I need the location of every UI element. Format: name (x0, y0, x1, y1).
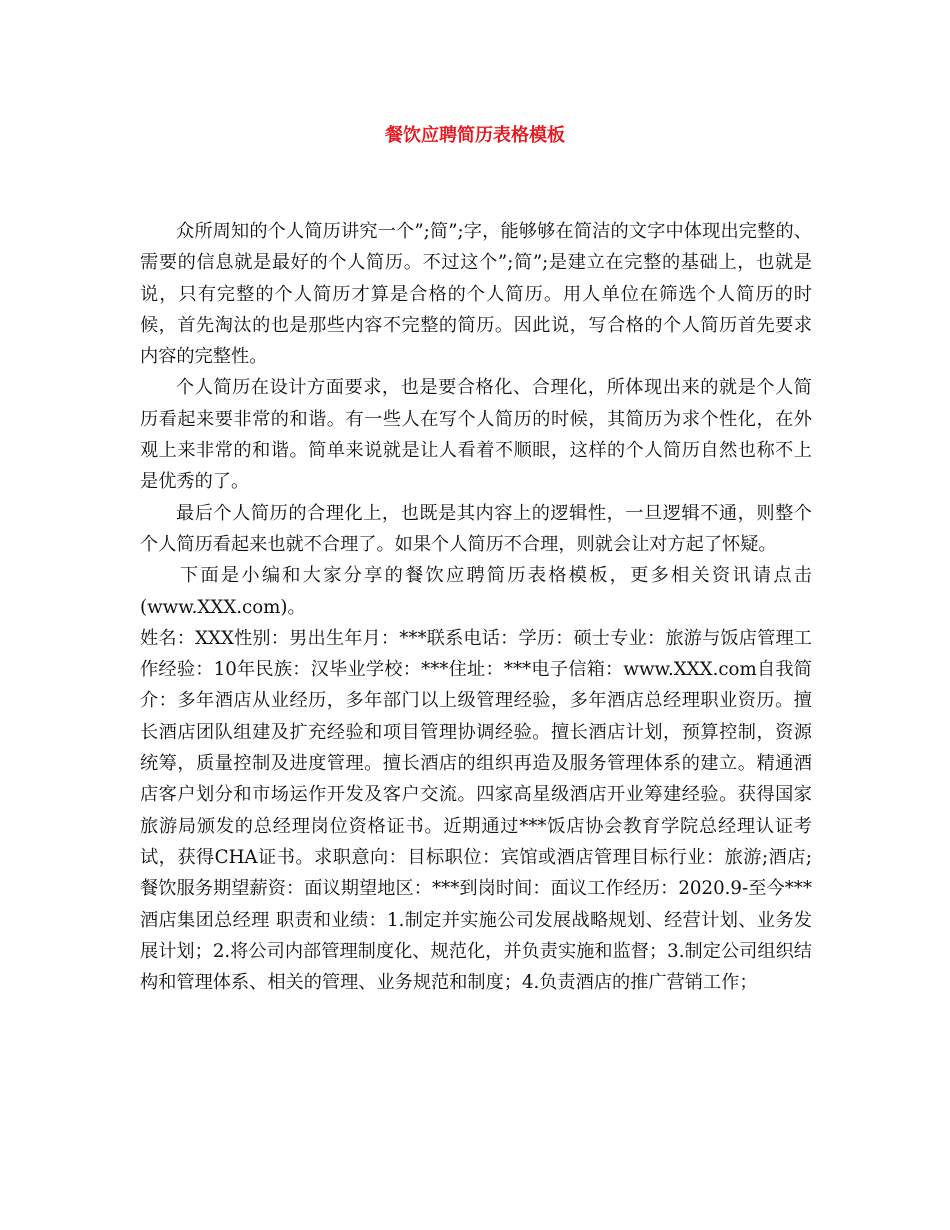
paragraph-design: 个人简历在设计方面要求，也是要合格化、合理化，所体现出来的就是个人简历看起来要非常的和谐。有一些人在写个人简历的时候，其简历为求个性化，在外观上来非常的和谐。简单来说就是让人看着不顺眼，这样的个人简历自然也称不上是优秀的了。 (140, 377, 812, 493)
paragraph-resume: 姓名：XXX性别：男出生年月：***联系电话：学历：硕士专业：旅游与饭店管理工作经验：10年民族：汉毕业学校：***住址：***电子信箱：www.XXX.com自我简介：多年酒店从业经历，多年部门以上级管理经验，多年酒店总经理职业资历。擅长酒店团队组建及扩充经验和项目管理协调经验。擅长酒店计划，预算控制，资源统筹，质量控制及进度管理。擅长酒店的组织再造及服务管理体系的建立。精通酒店客户划分和市场运作开发及客户交流。四家高星级酒店开业筹建经验。获得国家旅游局颁发的总经理岗位资格证书。近期通过***饭店协会教育学院总经理认证考试，获得CHA证书。求职意向：目标职位：宾馆或酒店管理目标行业：旅游;酒店;餐饮服务期望薪资：面议期望地区：***到岗时间：面议工作经历：2020.9-至今***酒店集团总经理 职责和业绩：1.制定并实施公司发展战略规划、经营计划、业务发展计划；2.将公司内部管理制度化、规范化，并负责实施和监督；3.制定公司组织结构和管理体系、相关的管理、业务规范和制度；4.负责酒店的推广营销工作； (140, 627, 812, 994)
document-body (140, 216, 812, 998)
paragraph-intro: 众所周知的个人简历讲究一个”;简”;字，能够够在简洁的文字中体现出完整的、需要的信息就是最好的个人简历。不过这个”;简”;是建立在完整的基础上，也就是说，只有完整的个人简历才算是合格的个人简历。用人单位在筛选个人简历的时候，首先淘汰的也是那些内容不完整的简历。因此说，写合格的个人简历首先要求内容的完整性。 (140, 221, 812, 368)
paragraph-share: 下面是小编和大家分享的餐饮应聘简历表格模板，更多相关资讯请点击(www.XXX.com)。 (140, 565, 812, 618)
paragraph-logic: 最后个人简历的合理化上，也既是其内容上的逻辑性，一旦逻辑不通，则整个个人简历看起来也就不合理了。如果个人简历不合理，则就会让对方起了怀疑。 (140, 502, 812, 555)
document-title: 餐饮应聘简历表格模板 (385, 125, 565, 146)
